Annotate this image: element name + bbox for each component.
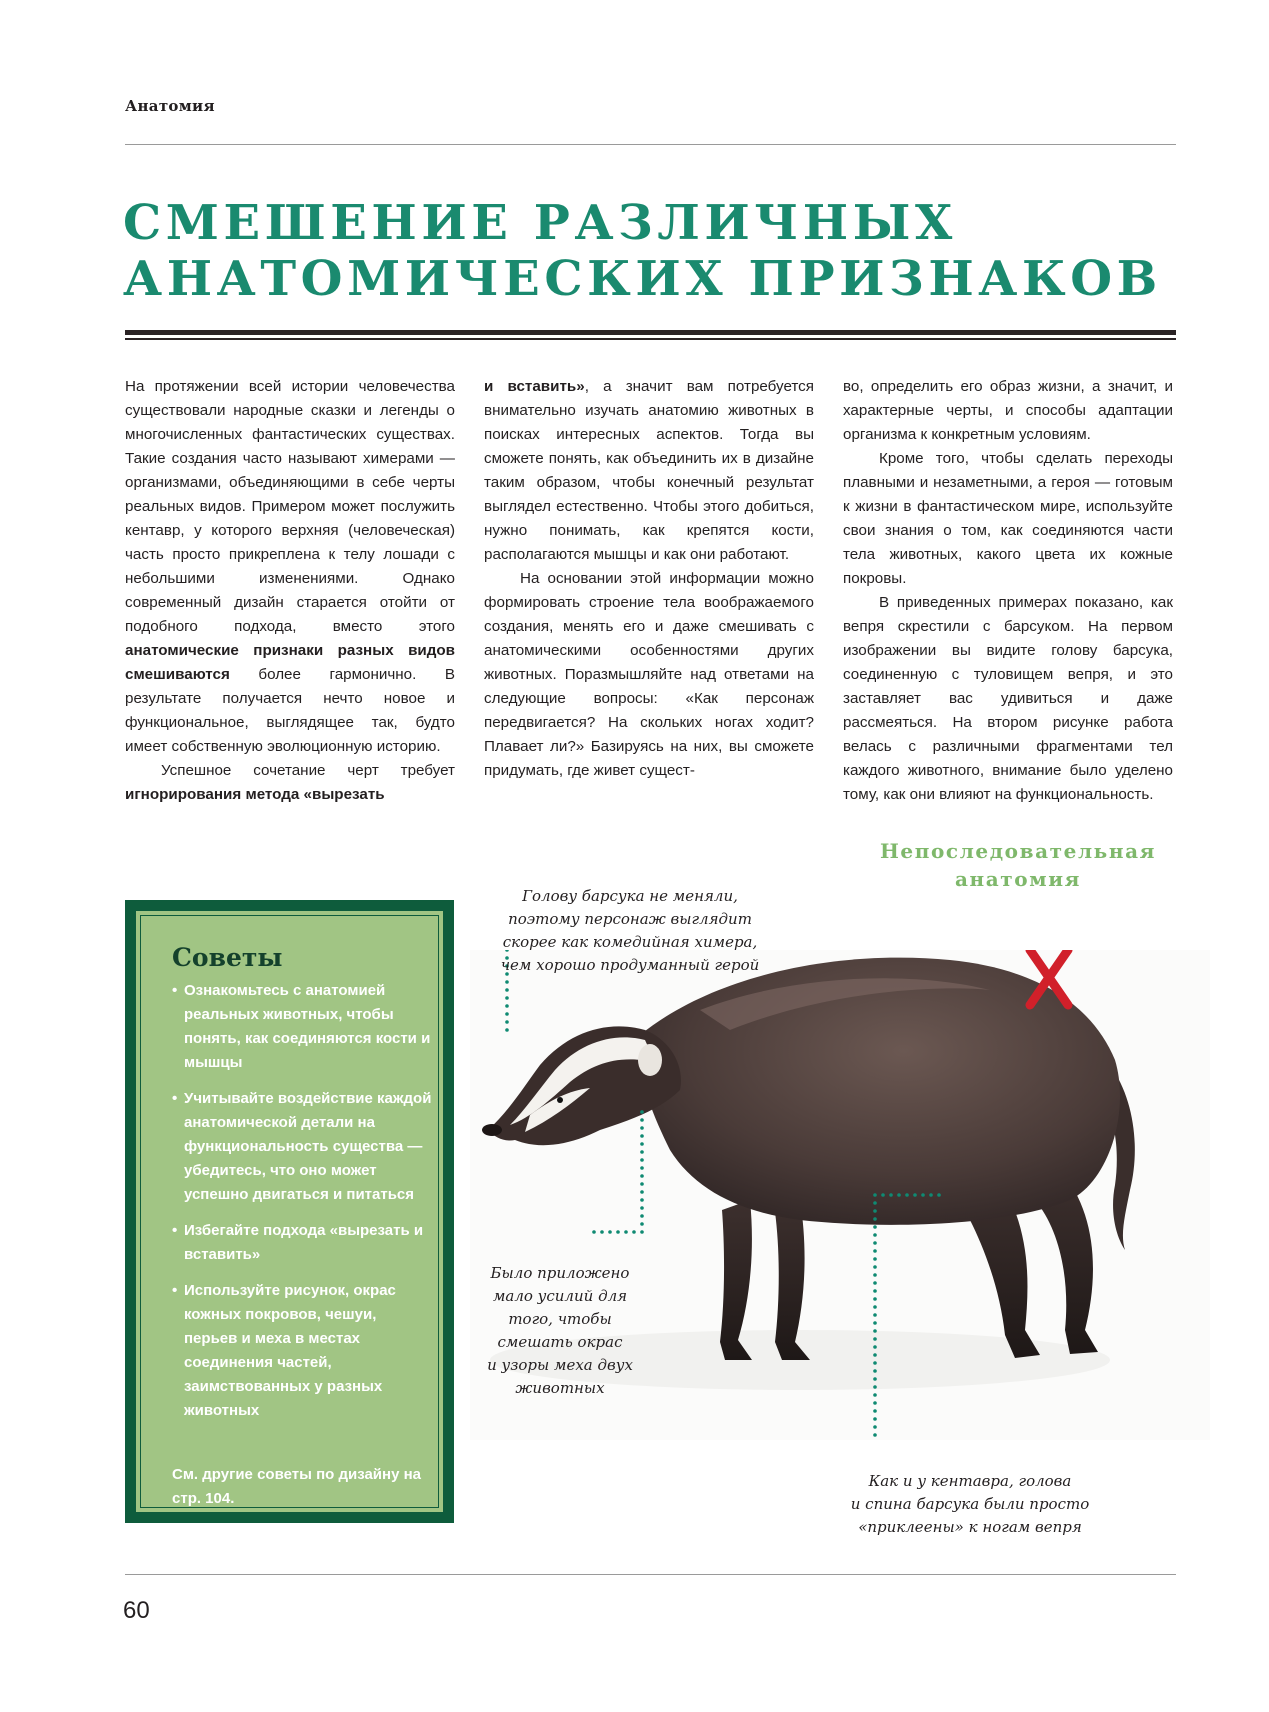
tips-box [125,900,454,1523]
tip-item: • Избегайте подхода «вырезать и вставить» [172,1219,432,1267]
section-label: Анатомия [125,97,215,115]
title-rule-thin [125,338,1176,340]
title-rule [125,330,1176,335]
eye [557,1097,563,1103]
ear [638,1044,662,1076]
tip-item: • Используйте рисунок, окрас кожных покровов, чешуи, перьев и меха в местах соединения частей, заимствованных у разных животных [172,1279,432,1423]
tip-item: • Ознакомьтесь с анатомией реальных животных, чтобы понять, как соединяются кости и мышцы [172,979,432,1075]
tip-item: • Учитывайте воздействие каждой анатомической детали на функциональность существа — убедитесь, что оно может успешно двигаться и питаться [172,1087,432,1207]
header-rule [125,144,1176,145]
title-line-1: СМЕШЕНИЕ РАЗЛИЧНЫХ [123,195,957,251]
inconsistent-anatomy-label: Непоследовательная анатомия [879,839,1157,891]
footer-rule [125,1574,1176,1575]
title-line-2: АНАТОМИЧЕСКИХ ПРИЗНАКОВ [123,251,1162,307]
tips-more-link: См. другие советы по дизайну на стр. 104. [172,1466,421,1507]
tips-list [172,979,432,1435]
snout [482,1124,502,1136]
tips-title: Советы [172,943,283,972]
caption-fur: Было приложено мало усилий для того, чтобы смешать окрас и узоры меха двух животных [487,1264,633,1397]
text-column-2: и вставить», а значит вам потребуется внимательно изучать анатомию животных в поисках интересных аспектов. Тогда вы сможете понять, как объединить их в дизайне таким образом, чтобы конечный результат выглядел естественно. Чтобы этого добиться, нужно понимать, как крепятся кости, располагаются мышцы и как они работают. На основании этой информации можно формировать строение тела воображаемого создания, менять его и даже смешивать с анатомическими особенностями других животных. Поразмышляйте над ответами на следующие вопросы: «Как персонаж передвигается? На скольких ногах ходит? Плавает ли?» Базируясь на них, вы сможете придумать, где живет сущест- [484,378,814,779]
boar-body [639,958,1120,1225]
page-title [123,195,1183,307]
caption-legs: Как и у кентавра, голова и спина барсука были просто «приклеены» к ногам вепря [850,1472,1090,1536]
text-column-3: во, определить его образ жизни, а значит, и характерные черты, и способы адаптации организма к конкретным условиям. Кроме того, чтобы сделать переходы плавными и незаметными, а героя — готовым к жизни в фантастическом мире, используйте свои знания о том, как соединяются части тела животных, какого цвета их кожные покровы. В приведенных примерах показано, как вепря скрестили с барсуком. На первом изображении вы видите голову барсука, соединенную с туловищем вепря, и это заставляет вас удивиться и даже рассмеяться. На втором рисунке работа велась с различными фрагментами тел каждого животного, внимание было уделено тому, как они влияют на функциональность. [843,378,1173,803]
page-number: 60 [123,1597,150,1624]
caption-head: Голову барсука не меняли, поэтому персонаж выглядит скорее как комедийная химера, чем хорошо продуманный герой [500,887,760,974]
text-column-1: На протяжении всей истории человечества существовали народные сказки и легенды о многочисленных фантастических существах. Такие создания часто называют химерами — организмами, объединяющими в себе черты реальных видов. Примером может послужить кентавр, у которого верхняя (человеческая) часть просто прикреплена к телу лошади с небольшими изменениями. Однако современный дизайн старается отойти от подобного подхода, вместо этого анатомические признаки разных видов смешиваются более гармонично. В результате получается нечто новое и функциональное, выглядящее так, будто имеет собственную эволюционную историю. Успешное сочетание черт требует игнорирования метода «вырезать [125,378,455,803]
